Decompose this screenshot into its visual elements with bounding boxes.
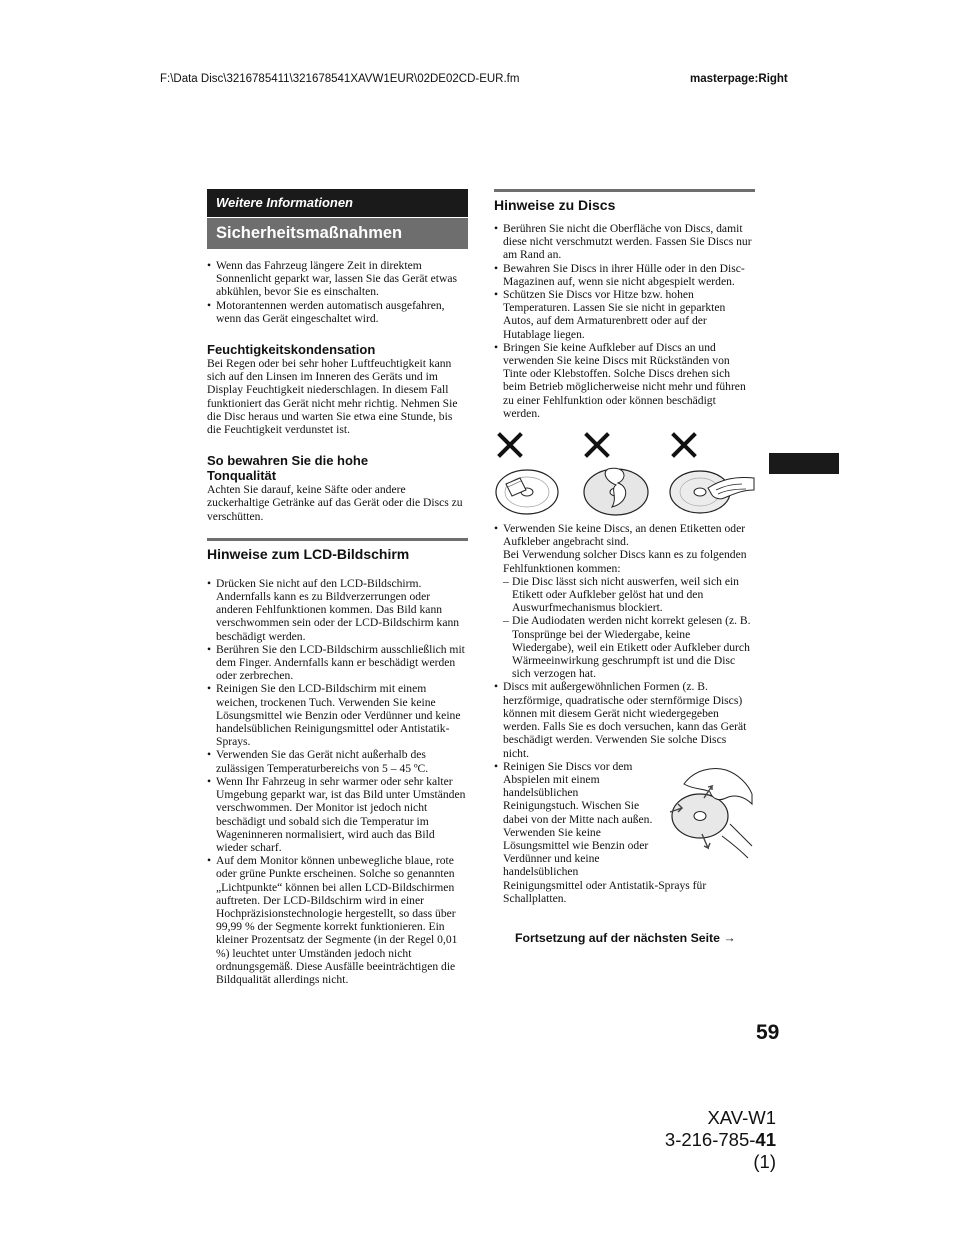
model-block: [640, 1107, 776, 1173]
text-line: Reinigungstuch. Wischen Sie: [503, 799, 640, 813]
text-line: Schallplatten.: [503, 891, 567, 905]
text-line: • Reinigen Sie Discs vor dem: [503, 759, 633, 773]
lcd-list: [207, 577, 468, 986]
header-file-path: F:\Data Disc\3216785411\321678541XAVW1EUR\02DE02CD-EUR.fm: [160, 73, 520, 85]
label-warning-intro: • Verwenden Sie keine Discs, an denen Etiketten oder Aufkleber angebracht sind.: [503, 522, 746, 549]
cross-mark-icon: [497, 432, 523, 458]
disc-with-sticker-icon: [494, 468, 560, 516]
list-item: • Auf dem Monitor können unbewegliche blaue, rote oder grüne Punkte erscheinen. Solche so genannten „Lichtpunkte“ können bei allen LCD-Bildschirmen auftreten. Der LCD-Bildschirm wird in einer Hochpräzisionstechnologie hergestellt, so dass über 99,99 % der Segmente korrekt funktionieren. Ein kleiner Prozentsatz der Segmente (in der Regel 0,01 %) leuchtet unter Umständen jedoch nicht ordnungsgemäß. Diese Ausfälle beeinträchtigen die Bildqualität allerdings nicht.: [207, 854, 468, 986]
sound-quality-heading: [207, 453, 468, 483]
list-item: – Die Disc lässt sich nicht auswerfen, weil sich ein Etikett oder Aufkleber gelöst hat und den Auswurfmechanismus blockiert.: [503, 575, 755, 615]
list-item: • Bewahren Sie Discs in ihrer Hülle oder in den Disc-Magazinen auf, wenn sie nicht abgespielt werden.: [494, 262, 755, 288]
cross-mark-icon: [671, 432, 697, 458]
list-item: [494, 760, 755, 905]
disc-with-label-icon: [582, 465, 650, 517]
right-column: [494, 189, 755, 905]
label-warning-sub-intro: Bei Verwendung solcher Discs kann es zu folgenden Fehlfunktionen kommen:: [503, 548, 747, 575]
list-item: – Die Audiodaten werden nicht korrekt gelesen (z. B. Tonsprünge bei der Wiedergabe, keine Wiedergabe), weil ein Etikett oder Aufkleber durch Wärmeeinwirkung geschrumpft ist und die Disc sich verzogen hat.: [503, 614, 755, 680]
cross-mark-icon: [584, 432, 610, 458]
model-code-prefix: 3-216-785-: [664, 1129, 756, 1150]
lcd-heading: Hinweise zum LCD-Bildschirm: [207, 538, 468, 563]
disc-with-fingers-icon: [668, 468, 756, 516]
list-item: • Berühren Sie den LCD-Bildschirm ausschließlich mit dem Finger. Andernfalls kann er beschädigt werden oder zerbrechen.: [207, 643, 468, 683]
text-line: handelsüblichen: [503, 786, 579, 800]
list-item: • Verwenden Sie das Gerät nicht außerhalb des zulässigen Temperaturbereichs von 5 – 45 ºC.: [207, 748, 468, 774]
text-line: Verdünner und keine: [503, 852, 600, 866]
condensation-text: Bei Regen oder bei sehr hoher Luftfeuchtigkeit kann sich auf den Linsen im Inneren des Geräts und im Display Feuchtigkeit niederschlagen. In diesem Fall funktioniert das Gerät nicht mehr richtig. Nehmen Sie die Disc heraus und warten Sie etwa eine Stunde, bis die Feuchtigkeit verdunstet ist.: [207, 357, 458, 437]
safety-list: [207, 259, 468, 325]
list-item: • Drücken Sie nicht auf den LCD-Bildschirm. Andernfalls kann es zu Bildverzerrungen oder anderen Fehlfunktionen kommen. Das Bild kann verschwommen sein oder der LCD-Bildschirm kann beschädigt werden.: [207, 577, 468, 643]
disc-cleaning-hand-icon: [664, 764, 754, 860]
continued-note: Fortsetzung auf der nächsten Seite →: [515, 931, 736, 945]
list-item: • Bringen Sie keine Aufkleber auf Discs an und verwenden Sie keine Discs mit Rückständen von Tinte oder Klebstoffen. Solche Discs drehen sich beim Betrieb möglicherweise nicht mehr und führen zu einer Fehlfunktion oder können beschädigt werden.: [494, 341, 755, 420]
left-column: [207, 189, 468, 986]
discs-heading: Hinweise zu Discs: [494, 189, 755, 214]
header-masterpage: masterpage:Right: [690, 73, 788, 85]
list-item: • Motorantennen werden automatisch ausgefahren, wenn das Gerät eingeschaltet wird.: [207, 299, 468, 325]
list-item: • Reinigen Sie den LCD-Bildschirm mit einem weichen, trockenen Tuch. Verwenden Sie keine Lösungsmittel wie Benzin oder Verdünner und keine handelsüblichen Reinigungsmittel oder Antistatik-Sprays.: [207, 682, 468, 748]
text-line: Verwenden Sie keine: [503, 825, 601, 839]
model-code: [640, 1129, 776, 1173]
list-item: • Wenn Ihr Fahrzeug in sehr warmer oder sehr kalter Umgebung geparkt war, ist das Bild unter Umständen verschwommen. Der Monitor ist jedoch nicht beschädigt und sobald sich die Temperatur im Wageninneren normalisiert, wird auch das Bild wieder scharf.: [207, 775, 468, 854]
chapter-tab-marker: [769, 453, 839, 474]
text-line: Lösungsmittel wie Benzin oder: [503, 838, 649, 852]
list-item: [494, 522, 755, 680]
model-code-bold: 41: [755, 1129, 776, 1150]
model-code-suffix: (1): [753, 1151, 776, 1172]
list-item: • Schützen Sie Discs vor Hitze bzw. hohen Temperaturen. Lassen Sie sie nicht in geparkten Autos, auf dem Armaturenbrett oder auf der Hutablage liegen.: [494, 288, 755, 341]
sound-quality-text: Achten Sie darauf, keine Säfte oder andere zuckerhaltige Getränke auf das Gerät oder die Discs zu verschütten.: [207, 483, 463, 523]
text-line: dabei von der Mitte nach außen.: [503, 812, 653, 826]
section-title: Sicherheitsmaßnahmen: [207, 218, 468, 249]
list-item: • Berühren Sie nicht die Oberfläche von Discs, damit diese nicht verschmutzt werden. Fassen Sie Discs nur am Rand an.: [494, 222, 755, 262]
condensation-heading: Feuchtigkeitskondensation: [207, 342, 376, 358]
page-number: 59: [756, 1021, 780, 1044]
model-name: XAV-W1: [707, 1107, 776, 1128]
text-line: Abspielen mit einem: [503, 772, 600, 786]
list-item: • Wenn das Fahrzeug längere Zeit in direktem Sonnenlicht geparkt war, lassen Sie das Gerät etwas abkühlen, bevor Sie es einschalten.: [207, 259, 468, 299]
label-warning-list: [494, 522, 755, 905]
disc-illustrations: [494, 432, 755, 518]
sound-quality-heading-line2: Tonqualität: [207, 468, 277, 484]
section-category: Weitere Informationen: [207, 189, 468, 217]
sound-quality-heading-line1: So bewahren Sie die hohe: [207, 453, 369, 469]
list-item: • Discs mit außergewöhnlichen Formen (z. B. herzförmige, quadratische oder sternförmige Discs) können mit diesem Gerät nicht wiedergegeben werden. Falls Sie es doch versuchen, kann das Gerät beschädigt werden. Verwenden Sie solche Discs nicht.: [494, 680, 755, 759]
text-line: handelsüblichen: [503, 865, 579, 879]
malfunction-list: [503, 575, 755, 681]
discs-list: [494, 222, 755, 420]
text-line: Reinigungsmittel oder Antistatik-Sprays für: [503, 878, 707, 892]
